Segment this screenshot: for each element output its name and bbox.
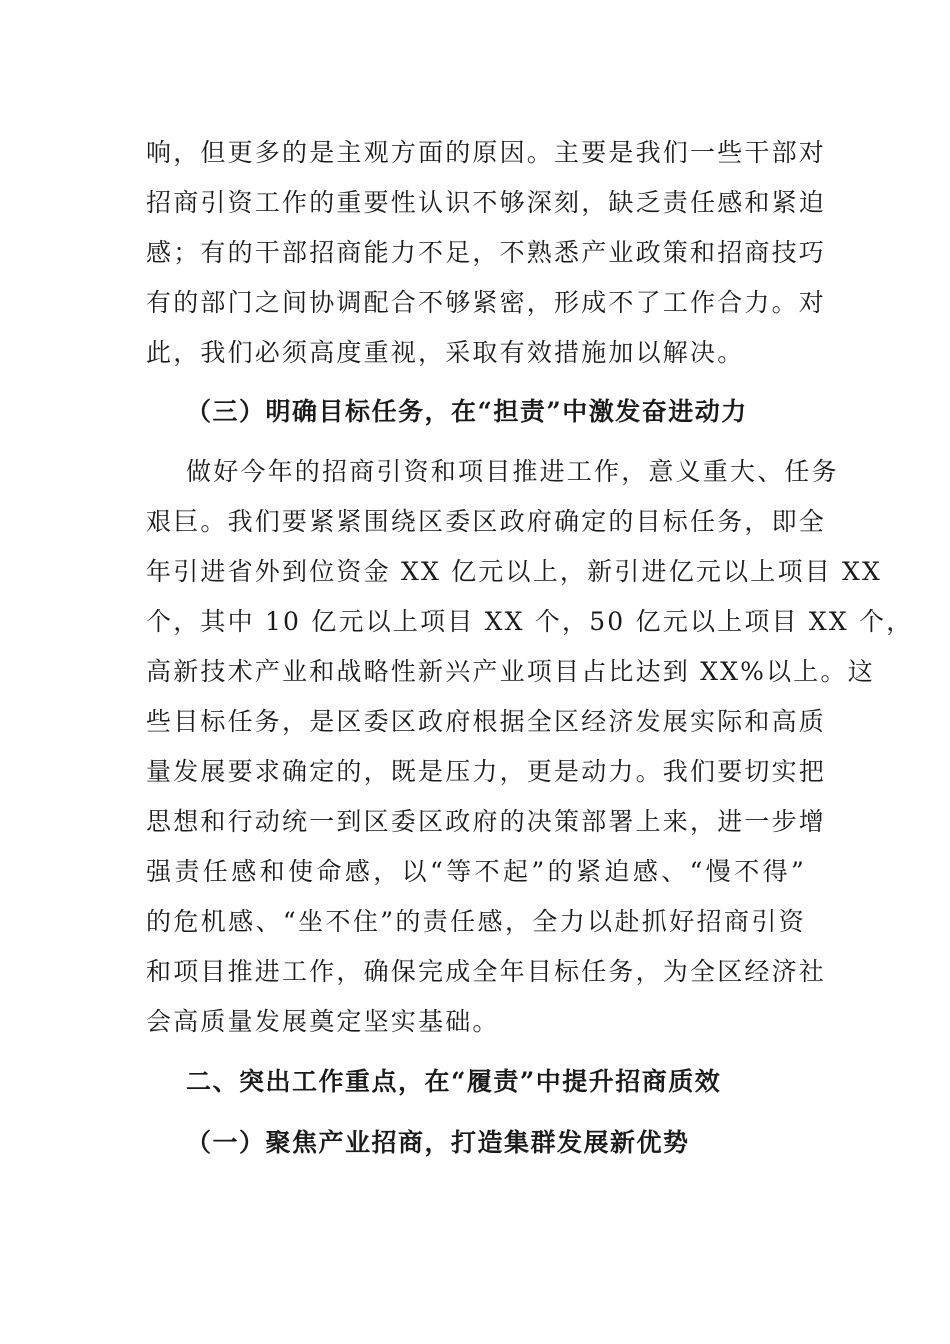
- paragraph-line: 年引进省外到位资金 XX 亿元以上，新引进亿元以上项目 XX: [146, 557, 883, 586]
- paragraph-line: 的危机感、“坐不住”的责任感，全力以赴抓好招商引资: [146, 907, 806, 936]
- paragraph-line: 做好今年的招商引资和项目推进工作，意义重大、任务: [186, 457, 839, 486]
- paragraph-line: 思想和行动统一到区委区政府的决策部署上来，进一步增: [146, 807, 827, 836]
- paragraph-line: 强责任感和使命感，以“等不起”的紧迫感、“慢不得”: [146, 857, 806, 886]
- paragraph-line: 响，但更多的是主观方面的原因。主要是我们一些干部对: [146, 138, 827, 167]
- sub-heading-1: （一）聚焦产业招商，打造集群发展新优势: [186, 1128, 690, 1157]
- paragraph-line: 会高质量发展奠定坚实基础。: [146, 1007, 500, 1036]
- paragraph-line: 感；有的干部招商能力不足，不熟悉产业政策和招商技巧: [146, 238, 827, 267]
- paragraph-line: 招商引资工作的重要性认识不够深刻，缺乏责任感和紧迫: [146, 188, 827, 217]
- paragraph-line: 此，我们必须高度重视，采取有效措施加以解决。: [146, 338, 745, 367]
- section-heading-2: 二、突出工作重点，在“履责”中提升招商质效: [186, 1067, 722, 1096]
- paragraph-line: 些目标任务，是区委区政府根据全区经济发展实际和高质: [146, 707, 827, 736]
- paragraph-line: 高新技术产业和战略性新兴产业项目占比达到 XX%以上。这: [146, 657, 875, 686]
- paragraph-line: 艰巨。我们要紧紧围绕区委区政府确定的目标任务，即全: [146, 507, 827, 536]
- paragraph-line: 量发展要求确定的，既是压力，更是动力。我们要切实把: [146, 757, 827, 786]
- paragraph-line: 个，其中 10 亿元以上项目 XX 个，50 亿元以上项目 XX 个，: [146, 607, 914, 636]
- paragraph-line: 和项目推进工作，确保完成全年目标任务，为全区经济社: [146, 957, 827, 986]
- paragraph-line: 有的部门之间协调配合不够紧密，形成不了工作合力。对: [146, 288, 827, 317]
- section-heading-3: （三）明确目标任务，在“担责”中激发奋进动力: [186, 397, 748, 426]
